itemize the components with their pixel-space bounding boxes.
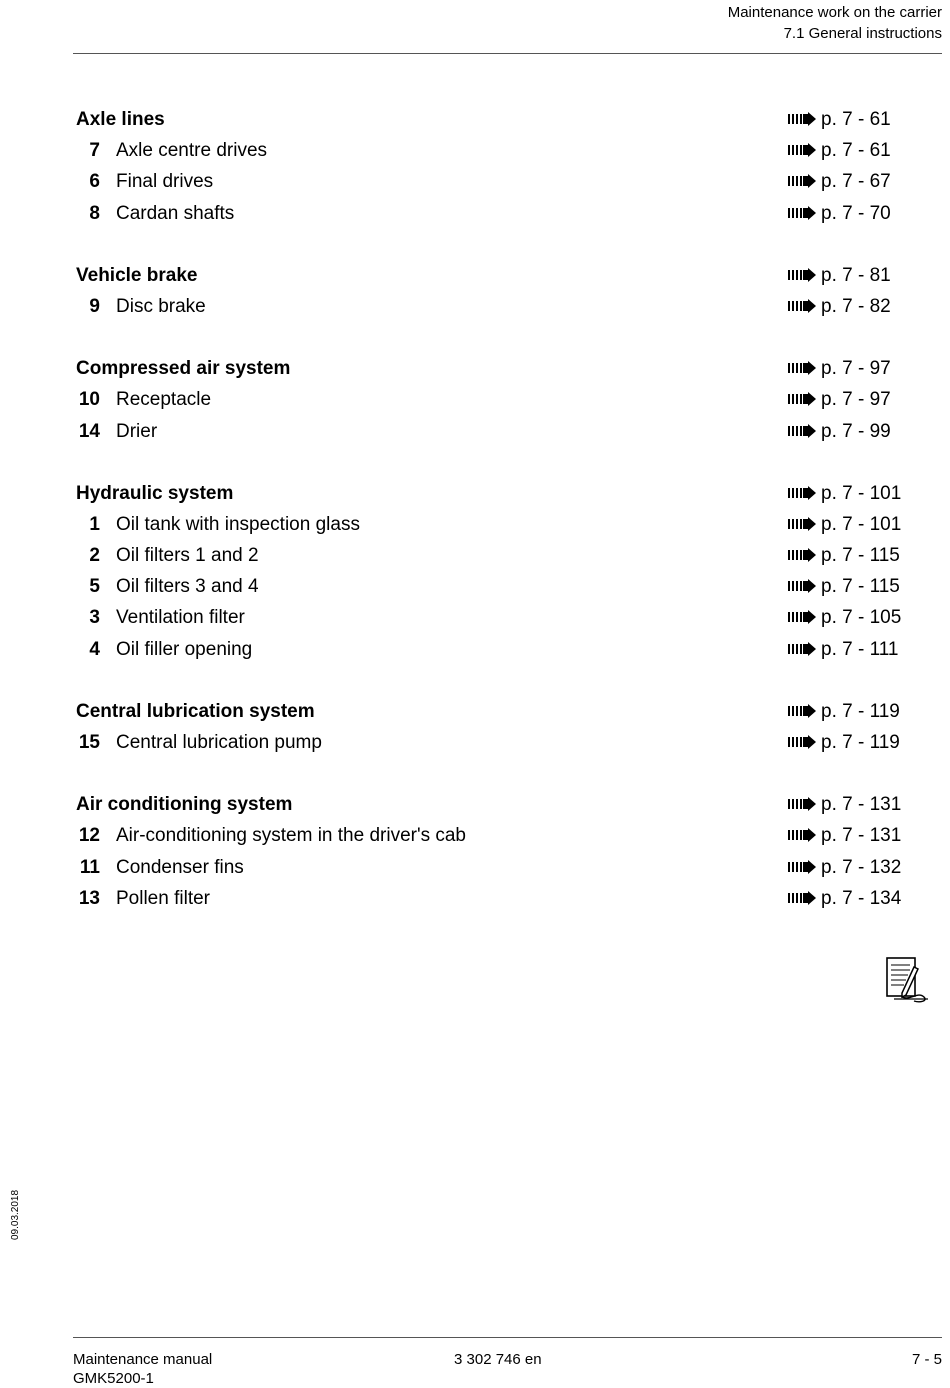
item-number: 5 [89,576,100,598]
footer-manual: Maintenance manual [73,1351,213,1368]
item-label: Air-conditioning system in the driver's cab [116,825,466,847]
page-ref-text: p. 7 - 99 [821,420,891,442]
item-number: 10 [78,389,100,411]
toc-item[interactable] [76,852,906,883]
page-reference[interactable] [788,820,901,851]
toc-section-heading[interactable] [76,478,906,509]
reference-arrow-icon [788,517,816,531]
reference-arrow-icon [788,642,816,656]
reference-arrow-icon [788,424,816,438]
item-number: 3 [89,607,100,629]
item-number: 8 [89,202,100,224]
page-ref-text: p. 7 - 131 [821,825,902,847]
toc-section-heading[interactable] [76,789,906,820]
toc-item[interactable] [76,820,906,851]
page-ref-text: p. 7 - 97 [821,358,891,380]
reference-arrow-icon [788,361,816,375]
toc-section [76,696,906,758]
page-reference[interactable] [788,540,900,571]
item-label: Receptacle [116,389,212,411]
page-ref-text: p. 7 - 101 [821,513,902,535]
item-label: Drier [116,420,158,442]
toc-section [76,260,906,322]
reference-arrow-icon [788,735,816,749]
header-chapter: Maintenance work on the carrier [727,4,942,21]
item-number: 11 [79,856,100,878]
item-number: 13 [78,887,100,909]
page-ref-text: p. 7 - 70 [821,202,891,224]
toc-item[interactable] [76,571,906,602]
toc-item[interactable] [76,634,906,665]
page-ref-text: p. 7 - 81 [821,264,891,286]
item-number: 4 [89,638,100,660]
toc-section-heading[interactable] [76,353,906,384]
page-header [728,2,942,44]
page-reference[interactable] [788,509,901,540]
footer-model: GMK5200-1 [73,1370,154,1387]
section-title: Axle lines [76,109,165,130]
page-ref-text: p. 7 - 61 [821,109,891,130]
page-reference[interactable] [788,384,891,415]
page-reference[interactable] [788,696,900,727]
reference-arrow-icon [788,112,816,126]
toc-item[interactable] [76,602,906,633]
page-reference[interactable] [788,260,891,291]
item-number: 9 [89,295,100,317]
item-number: 12 [78,825,100,847]
item-number: 1 [89,513,100,535]
item-label: Cardan shafts [116,202,235,224]
section-title: Air conditioning system [76,794,293,816]
item-number: 2 [89,545,100,567]
page-ref-text: p. 7 - 115 [821,576,900,598]
toc-item[interactable] [76,198,906,229]
reference-arrow-icon [788,299,816,313]
item-label: Final drives [116,171,214,193]
toc-item[interactable] [76,135,906,166]
item-label: Condenser fins [116,856,244,878]
reference-arrow-icon [788,548,816,562]
page-ref-text: p. 7 - 97 [821,389,891,411]
page-ref-text: p. 7 - 67 [821,171,891,193]
toc-item[interactable] [76,166,906,197]
toc-item[interactable] [76,540,906,571]
page-ref-text: p. 7 - 101 [821,482,902,504]
reference-arrow-icon [788,392,816,406]
item-label: Oil tank with inspection glass [116,513,360,535]
reference-arrow-icon [788,579,816,593]
footer-page-number: 7 - 5 [911,1351,942,1368]
page-reference[interactable] [788,571,900,602]
toc-item[interactable] [76,883,906,914]
toc-item[interactable] [76,384,906,415]
page-ref-text: p. 7 - 115 [821,545,900,567]
page-reference[interactable] [788,353,891,384]
page-reference[interactable] [788,166,891,197]
item-label: Pollen filter [116,887,210,909]
page-ref-text: p. 7 - 132 [821,856,902,878]
section-title: Hydraulic system [76,482,234,504]
reference-arrow-icon [788,206,816,220]
toc-section-heading[interactable] [76,260,906,291]
item-label: Oil filters 3 and 4 [116,576,259,598]
item-label: Central lubrication pump [116,732,322,753]
item-label: Ventilation filter [116,607,245,629]
page-reference[interactable] [788,478,901,509]
header-rule [73,53,942,54]
page-reference[interactable] [788,602,901,633]
toc-section [76,353,906,447]
item-label: Oil filler opening [116,638,253,660]
toc-item[interactable] [76,291,906,322]
reference-arrow-icon [788,704,816,718]
header-section: 7.1 General instructions [783,25,942,42]
page-reference[interactable] [788,883,901,914]
page-reference[interactable] [788,852,901,883]
page-reference[interactable] [788,291,891,322]
table-of-contents [76,104,906,945]
side-date: 09.03.2018 [10,1189,21,1240]
toc-item[interactable] [76,727,906,758]
page-reference[interactable] [788,198,891,229]
footer-left [73,1350,212,1388]
section-title: Central lubrication system [76,700,315,722]
item-label: Disc brake [116,295,206,317]
reference-arrow-icon [788,797,816,811]
item-number: 7 [89,140,100,162]
page-reference[interactable] [788,104,891,135]
page-ref-text: p. 7 - 111 [821,638,899,660]
toc-item[interactable] [76,416,906,447]
reference-arrow-icon [788,486,816,500]
page-reference[interactable] [788,634,898,665]
notepad-pen-icon [884,955,932,1005]
item-label: Oil filters 1 and 2 [116,545,259,567]
toc-section-heading[interactable] [76,104,906,135]
reference-arrow-icon [788,891,816,905]
reference-arrow-icon [788,174,816,188]
reference-arrow-icon [788,610,816,624]
page-reference[interactable] [788,416,891,447]
reference-arrow-icon [788,828,816,842]
page-ref-text: p. 7 - 134 [821,887,902,909]
footer-rule [73,1337,942,1338]
toc-section [76,478,906,665]
toc-section [76,104,906,229]
toc-section-heading[interactable] [76,696,906,727]
page-reference[interactable] [788,789,901,820]
item-number: 15 [78,732,100,753]
page-reference[interactable] [788,727,900,758]
page-ref-text: p. 7 - 105 [821,607,902,629]
reference-arrow-icon [788,860,816,874]
reference-arrow-icon [788,268,816,282]
item-number: 6 [89,171,100,193]
footer-doc-number: 3 302 746 en [454,1351,542,1368]
page-ref-text: p. 7 - 119 [821,732,900,753]
page-ref-text: p. 7 - 119 [821,700,900,722]
toc-section [76,789,906,914]
section-title: Vehicle brake [76,264,198,286]
item-number: 14 [78,420,100,442]
item-label: Axle centre drives [116,140,268,162]
page-reference[interactable] [788,135,891,166]
toc-item[interactable] [76,509,906,540]
page-ref-text: p. 7 - 61 [821,140,891,162]
section-title: Compressed air system [76,358,291,380]
reference-arrow-icon [788,143,816,157]
page-ref-text: p. 7 - 82 [821,295,891,317]
page-ref-text: p. 7 - 131 [821,794,902,816]
